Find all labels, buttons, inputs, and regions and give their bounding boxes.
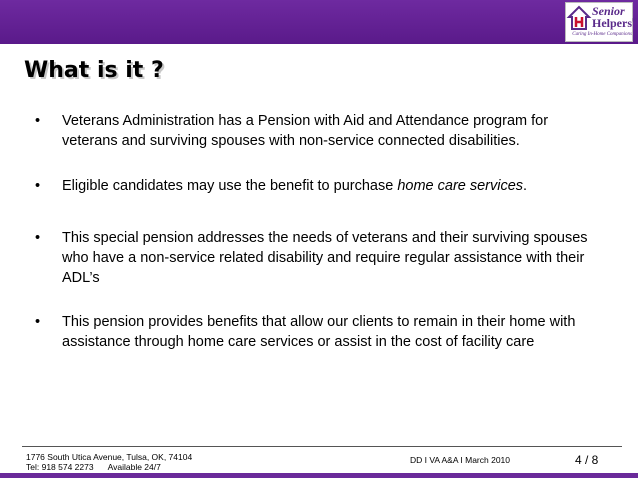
logo-text-helpers	[592, 16, 636, 31]
footer-contact	[26, 462, 161, 472]
house-icon	[566, 3, 592, 31]
bullet-item	[35, 176, 605, 196]
footer-divider	[22, 446, 622, 447]
bullet-text-emphasis: home care services	[397, 178, 524, 194]
logo-tagline: Caring In-Home Companions	[572, 32, 632, 37]
bullet-marker: •	[35, 113, 41, 129]
footer-phone: Tel: 918 574 2273	[26, 462, 94, 472]
bullet-text	[62, 176, 605, 196]
bullet-item	[35, 312, 605, 352]
footer-address: 1776 South Utica Avenue, Tulsa, OK, 74104	[26, 452, 193, 462]
bullet-marker: •	[35, 230, 41, 246]
bullet-item	[35, 111, 605, 151]
bullet-text-tail: .	[523, 178, 528, 194]
footer-availability: Available 24/7	[107, 462, 161, 472]
logo-text-senior: Senior	[592, 4, 625, 18]
logo-registered-mark: ®	[632, 18, 637, 24]
bullet-marker: •	[35, 178, 41, 194]
bullet-marker: •	[35, 314, 41, 330]
bullet-text-lead: Eligible candidates may use the benefit to purchase	[62, 178, 398, 194]
header-bar	[0, 0, 638, 44]
page-number: 4 / 8	[575, 453, 599, 467]
senior-helpers-logo	[565, 2, 637, 42]
bullet-text: Veterans Administration has a Pension with Aid and Attendance program for veterans and surviving spouses with non-service connected disabilities.	[62, 113, 549, 149]
bullet-text: This pension provides benefits that allow our clients to remain in their home with assistance through home care services or assist in the cost of facility care	[62, 314, 576, 350]
bullet-item	[35, 228, 605, 288]
logo-text-helpers-word: Helpers	[592, 16, 632, 30]
footer-reference: DD I VA A&A I March 2010	[410, 455, 511, 465]
bullet-text: This special pension addresses the needs of veterans and their surviving spouses who have a non-service related disability and require regular assistance with their ADL’s	[62, 230, 588, 286]
footer-bar	[0, 473, 638, 478]
slide-title: What is it ?	[24, 58, 164, 83]
